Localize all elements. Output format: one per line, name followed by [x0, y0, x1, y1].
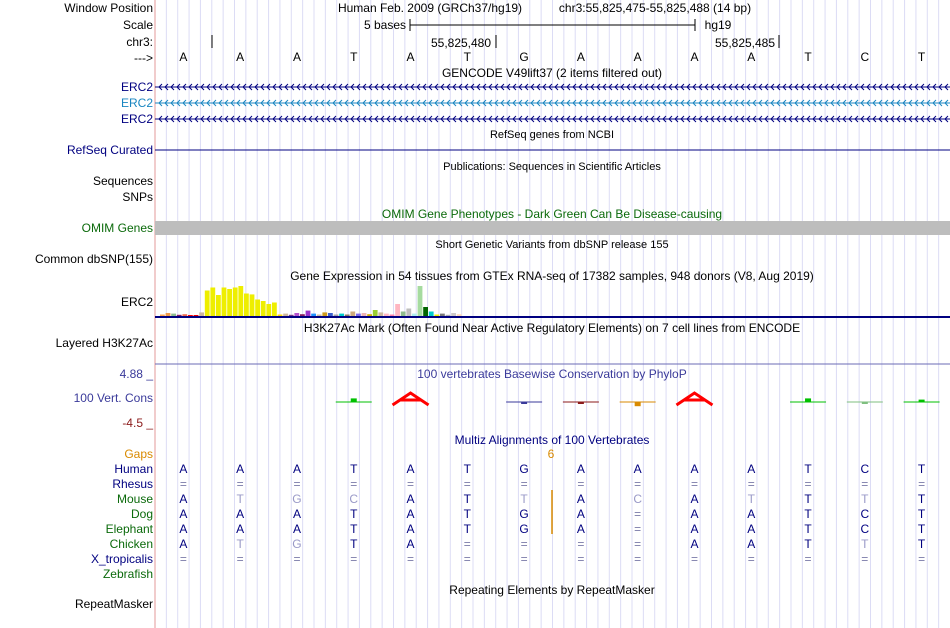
label-refseq[interactable]: RefSeq Curated [66, 143, 153, 157]
alignment-base: A [179, 462, 188, 476]
gtex-bar [345, 315, 350, 317]
label-vert-cons[interactable]: 100 Vert. Cons [73, 391, 153, 405]
gtex-bar [261, 301, 266, 316]
gtex-bar [446, 315, 451, 316]
label-gaps[interactable]: Gaps [124, 447, 153, 461]
alignment-base: = [634, 507, 642, 521]
alignment-base: = [918, 552, 926, 566]
alignment-base: = [520, 552, 528, 566]
alignment-base: A [236, 507, 245, 521]
gtex-bar [434, 315, 439, 317]
alignment-base: = [520, 477, 528, 491]
alignment-base: T [350, 537, 358, 551]
alignment-base: T [861, 492, 869, 506]
gtex-bar [429, 312, 434, 317]
gtex-bar [233, 288, 238, 317]
base-letter: A [690, 50, 699, 64]
alignment-base: = [690, 552, 698, 566]
label-erc2-3[interactable]: ERC2 [120, 112, 153, 126]
base-letter: T [463, 50, 471, 64]
alignment-base: A [690, 507, 699, 521]
gtex-bar [440, 314, 445, 316]
gencode-title[interactable]: GENCODE V49lift37 (2 items filtered out) [441, 66, 663, 80]
alignment-base: = [350, 477, 358, 491]
gtex-bar [283, 314, 288, 316]
phylop-mark [521, 402, 527, 404]
alignment-base: T [804, 537, 812, 551]
gtex-bar [289, 315, 294, 316]
gtex-bar [194, 315, 199, 316]
alignment-base: A [406, 537, 415, 551]
alignment-base: A [406, 492, 415, 506]
position-title: chr3:55,825,475-55,825,488 (14 bp) [558, 1, 752, 15]
base-letter: A [292, 50, 301, 64]
label-erc2-1[interactable]: ERC2 [120, 80, 153, 94]
dbsnp-title[interactable]: Short Genetic Variants from dbSNP release 155 [435, 239, 669, 251]
gtex-bar [171, 314, 176, 316]
alignment-base: A [292, 462, 301, 476]
omim-title[interactable]: OMIM Gene Phenotypes - Dark Green Can Be Disease-causing [381, 207, 723, 221]
label-strand-arrow[interactable]: ---> [134, 51, 153, 65]
alignment-base: C [633, 492, 643, 506]
assembly-title: Human Feb. 2009 (GRCh37/hg19) [337, 1, 523, 15]
alignment-base: = [179, 552, 187, 566]
base-letter: T [804, 50, 812, 64]
alignment-base: G [292, 492, 302, 506]
alignment-base: = [236, 477, 244, 491]
species-label[interactable]: Elephant [105, 522, 153, 536]
alignment-base: C [860, 507, 870, 521]
gtex-bar [401, 312, 406, 317]
gtex-bar [350, 312, 355, 317]
alignment-base: T [804, 522, 812, 536]
alignment-base: T [917, 462, 926, 476]
refseq-title[interactable]: RefSeq genes from NCBI [489, 129, 615, 141]
scale-label: 5 bases [363, 18, 407, 32]
alignment-base: T [747, 492, 755, 506]
alignment-base: T [917, 492, 926, 506]
alignment-base: = [634, 522, 642, 536]
alignment-base: = [577, 537, 585, 551]
label-phylop-min: -4.5 _ [122, 416, 153, 430]
alignment-base: = [520, 537, 528, 551]
alignment-base: = [634, 477, 642, 491]
gtex-bar [294, 313, 299, 316]
alignment-base: = [747, 552, 755, 566]
base-letter: T [917, 50, 926, 64]
gtex-bar [390, 315, 395, 317]
alignment-base: A [179, 537, 188, 551]
label-phylop-max: 4.88 _ [119, 367, 153, 381]
alignment-base: = [407, 477, 415, 491]
alignment-base: = [236, 552, 244, 566]
label-omim[interactable]: OMIM Genes [81, 221, 153, 235]
gtex-bar [311, 314, 316, 316]
gtex-bar [199, 312, 204, 316]
alignment-base: A [292, 507, 301, 521]
alignment-base: = [861, 477, 869, 491]
alignment-base: = [804, 477, 812, 491]
repeatmasker-title[interactable]: Repeating Elements by RepeatMasker [449, 583, 655, 597]
alignment-base: = [463, 552, 471, 566]
alignment-base: A [747, 507, 756, 521]
label-repeatmasker[interactable]: RepeatMasker [74, 597, 153, 611]
phylop-mark [351, 398, 357, 402]
alignment-base: T [350, 462, 358, 476]
multiz-title[interactable]: Multiz Alignments of 100 Vertebrates [454, 433, 650, 447]
gtex-bar [367, 314, 372, 316]
alignment-base: A [633, 462, 642, 476]
alignment-base: = [463, 477, 471, 491]
gtex-bar [266, 304, 271, 316]
phylop-mark [805, 398, 811, 402]
alignment-base: C [860, 522, 870, 536]
alignment-base: = [179, 477, 187, 491]
gtex-bar [300, 314, 305, 316]
alignment-base: = [634, 537, 642, 551]
gtex-bar [216, 295, 221, 316]
alignment-base: T [520, 492, 528, 506]
phylop-title[interactable]: 100 vertebrates Basewise Conservation by PhyloP [417, 367, 687, 381]
gtex-bar [451, 313, 456, 316]
gtex-bar [255, 300, 260, 317]
phylop-mark [919, 400, 925, 402]
gtex-bar [278, 315, 283, 317]
gtex-bar [423, 307, 428, 316]
gap-count: 6 [547, 447, 555, 461]
gtex-bar [322, 312, 327, 316]
alignment-base: = [634, 552, 642, 566]
alignment-base: = [463, 537, 471, 551]
alignment-base: = [747, 477, 755, 491]
alignment-base: A [576, 462, 585, 476]
label-scale[interactable]: Scale [122, 18, 153, 32]
coord-label-1: 55,825,480 [430, 36, 492, 50]
alignment-base: T [804, 492, 812, 506]
alignment-base: T [350, 522, 358, 536]
alignment-base: A [576, 507, 585, 521]
gtex-bar [362, 313, 367, 316]
gtex-bar [272, 303, 277, 317]
label-common-dbsnp[interactable]: Common dbSNP(155) [34, 252, 153, 266]
base-letter: T [350, 50, 358, 64]
alignment-base: = [407, 552, 415, 566]
gtex-bar [160, 315, 165, 317]
alignment-base: = [690, 477, 698, 491]
alignment-base: = [861, 552, 869, 566]
gtex-bar [210, 288, 215, 317]
label-sequences[interactable]: Sequences [92, 174, 153, 188]
gtex-bar [222, 288, 227, 317]
alignment-base: T [350, 507, 358, 521]
alignment-base: A [690, 537, 699, 551]
alignment-base: T [236, 537, 244, 551]
gtex-bar [317, 315, 322, 317]
base-letter: A [406, 50, 415, 64]
label-window-position[interactable]: Window Position [64, 1, 153, 15]
alignment-base: G [519, 522, 529, 536]
alignment-base: T [463, 492, 471, 506]
alignment-base: A [292, 522, 301, 536]
alignment-base: = [918, 477, 926, 491]
gtex-bar [339, 314, 344, 316]
alignment-base: A [690, 522, 699, 536]
alignment-base: = [804, 552, 812, 566]
scale-db: hg19 [704, 18, 732, 32]
alignment-base: C [349, 492, 359, 506]
alignment-base: A [406, 462, 415, 476]
base-letter: C [860, 50, 870, 64]
alignment-base: = [293, 477, 301, 491]
alignment-base: A [747, 522, 756, 536]
alignment-base: T [463, 507, 471, 521]
alignment-base: T [463, 462, 471, 476]
gtex-bar [182, 314, 187, 316]
omim-bar [155, 221, 950, 235]
alignment-base: G [519, 507, 529, 521]
base-letter: A [633, 50, 642, 64]
alignment-base: A [576, 492, 585, 506]
species-label[interactable]: X_tropicalis [90, 552, 153, 566]
label-erc2-gtex[interactable]: ERC2 [120, 295, 153, 309]
base-letter: A [576, 50, 585, 64]
base-letter: A [179, 50, 188, 64]
gtex-bar [418, 286, 423, 316]
alignment-base: T [861, 537, 869, 551]
phylop-mark [862, 402, 868, 404]
alignment-base: = [577, 552, 585, 566]
gtex-bar [166, 313, 171, 316]
alignment-base: T [463, 522, 471, 536]
gtex-bar [457, 314, 462, 316]
label-chr[interactable]: chr3: [126, 35, 153, 49]
coord-label-2: 55,825,485 [714, 36, 776, 50]
gtex-bar [406, 309, 411, 317]
alignment-base: T [917, 522, 926, 536]
alignment-base: A [179, 507, 188, 521]
alignment-base: A [747, 462, 756, 476]
alignment-base: G [519, 462, 529, 476]
gtex-bar [328, 313, 333, 316]
gtex-bar [384, 314, 389, 316]
species-label[interactable]: Zebrafish [102, 567, 153, 581]
label-erc2-2[interactable]: ERC2 [120, 96, 153, 110]
gtex-bar [378, 312, 383, 316]
base-letter: G [519, 50, 529, 64]
alignment-base: A [747, 537, 756, 551]
alignment-base: C [860, 462, 870, 476]
alignment-base: = [577, 477, 585, 491]
alignment-base: = [350, 552, 358, 566]
alignment-base: A [236, 462, 245, 476]
alignment-base: A [179, 522, 188, 536]
alignment-base: A [179, 492, 188, 506]
gtex-bar [373, 310, 378, 316]
alignment-base: A [406, 507, 415, 521]
gtex-bar [412, 314, 417, 316]
phylop-mark [578, 402, 584, 404]
phylop-glyph [393, 393, 429, 405]
gtex-bar [244, 294, 249, 317]
h3k27ac-title[interactable]: H3K27Ac Mark (Often Found Near Active Regulatory Elements) on 7 cell lines from ENCODE [303, 321, 801, 335]
alignment-base: A [406, 522, 415, 536]
species-label[interactable]: Mouse [116, 492, 153, 506]
alignment-base: A [236, 522, 245, 536]
alignment-base: G [292, 537, 302, 551]
gtex-bar [395, 304, 400, 316]
label-layered-h3k27ac[interactable]: Layered H3K27Ac [55, 336, 153, 350]
gtex-title[interactable]: Gene Expression in 54 tissues from GTEx RNA-seq of 17382 samples, 948 donors (V8, Aug 2019) [290, 269, 814, 283]
gtex-bar [356, 314, 361, 316]
publications-title[interactable]: Publications: Sequences in Scientific Articles [443, 161, 661, 173]
phylop-mark [635, 402, 641, 406]
gtex-bar [238, 286, 243, 316]
alignment-base: = [293, 552, 301, 566]
phylop-glyph [676, 393, 712, 405]
species-label[interactable]: Rhesus [112, 477, 153, 491]
base-letter: A [747, 50, 756, 64]
alignment-base: T [917, 537, 926, 551]
species-label[interactable]: Dog [130, 507, 153, 521]
gtex-bar [334, 315, 339, 317]
gtex-bar [306, 311, 311, 316]
gtex-bar [205, 291, 210, 317]
base-letter: A [236, 50, 245, 64]
species-label[interactable]: Human [114, 462, 153, 476]
species-label[interactable]: Chicken [109, 537, 153, 551]
alignment-base: T [804, 507, 812, 521]
alignment-base: T [236, 492, 244, 506]
alignment-base: A [576, 522, 585, 536]
gtex-bar [250, 294, 255, 316]
gtex-bar [188, 315, 193, 316]
alignment-base: T [804, 462, 812, 476]
label-snps[interactable]: SNPs [122, 190, 153, 204]
alignment-base: A [690, 462, 699, 476]
gtex-bar [227, 289, 232, 316]
alignment-base: T [917, 507, 926, 521]
gtex-bar [177, 315, 182, 316]
alignment-base: A [690, 492, 699, 506]
